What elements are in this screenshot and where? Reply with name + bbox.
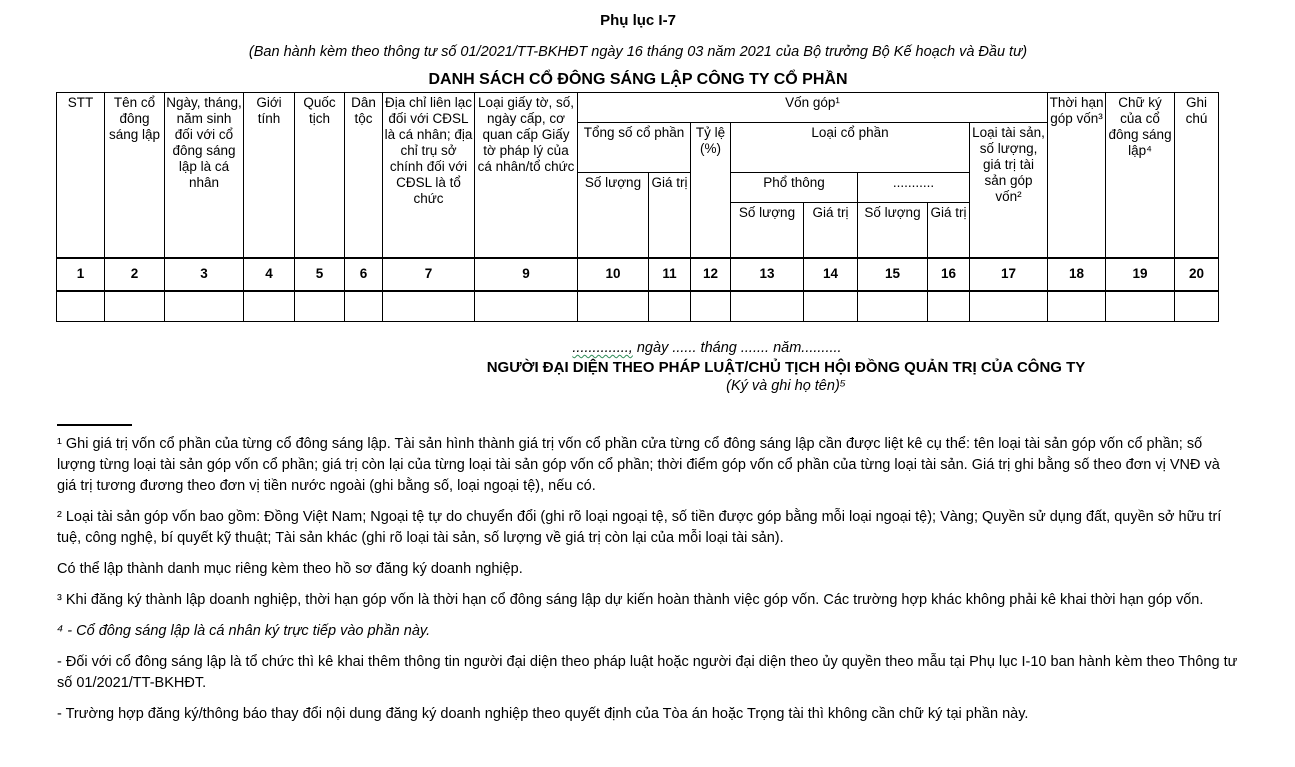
col-number: 12 [691, 258, 731, 291]
date-dots: ngày ...... tháng ....... năm.......... [632, 340, 842, 356]
empty-cell [1106, 291, 1175, 322]
column-number-row [57, 258, 1219, 291]
footnote-3: ³ Khi đăng ký thành lập doanh nghiệp, thời hạn góp vốn là thời hạn cổ đông sáng lập dự kiến hoàn thành việc góp vốn. Các trường hợp khác không phải kê khai thời hạn góp vốn. [57, 592, 1204, 608]
issuance-note: (Ban hành kèm theo thông tư số 01/2021/TT-BKHĐT ngày 16 tháng 03 năm 2021 của Bộ trưởng Bộ Kế hoạch và Đầu tư) [248, 44, 1028, 60]
col-header-total-shares: Tổng số cổ phần [578, 123, 691, 173]
empty-cell [649, 291, 691, 322]
col-header-asset-contribution: Loại tài sản, số lượng, giá trị tài sản góp vốn² [970, 123, 1048, 258]
col-header-deadline: Thời hạn góp vốn³ [1048, 93, 1106, 258]
footnote-2-addendum: Có thể lập thành danh mục riêng kèm theo hồ sơ đăng ký doanh nghiệp. [57, 561, 523, 577]
empty-cell [57, 291, 105, 322]
col-header-ratio: Tỷ lệ (%) [691, 123, 731, 258]
col-number: 6 [345, 258, 383, 291]
footnote-separator [57, 424, 132, 426]
empty-cell [295, 291, 345, 322]
empty-cell [105, 291, 165, 322]
signature-date-line [427, 340, 987, 356]
col-number: 3 [165, 258, 244, 291]
col-number: 19 [1106, 258, 1175, 291]
footnote-4-org-note: - Đối với cổ đông sáng lập là tổ chức thì kê khai thêm thông tin người đại diện theo pháp luật hoặc người đại diện theo ủy quyền theo mẫu tại Phụ lục I-10 ban hành kèm theo Thông tư số 01/2021/TT-BKHĐT. [57, 654, 1238, 691]
representative-title: NGƯỜI ĐẠI DIỆN THEO PHÁP LUẬT/CHỦ TỊCH HỘI ĐỒNG QUẢN TRỊ CỦA CÔNG TY [486, 359, 1086, 376]
col-number: 11 [649, 258, 691, 291]
col-header-founder-name: Tên cổ đông sáng lập [105, 93, 165, 258]
col-number: 13 [731, 258, 804, 291]
col-number: 10 [578, 258, 649, 291]
col-header-other-shares: ........... [858, 173, 970, 203]
col-header-other-value: Giá trị [928, 203, 970, 258]
empty-cell [345, 291, 383, 322]
empty-cell [970, 291, 1048, 322]
place-dots: .............., [572, 340, 633, 356]
footnote-4: ⁴ - Cổ đông sáng lập là cá nhân ký trực tiếp vào phần này. [57, 623, 431, 639]
appendix-title: Phụ lục I-7 [600, 12, 676, 29]
col-number: 7 [383, 258, 475, 291]
sign-instruction: (Ký và ghi họ tên)⁵ [726, 378, 846, 394]
col-number: 20 [1175, 258, 1219, 291]
col-number: 16 [928, 258, 970, 291]
footnote-1: ¹ Ghi giá trị vốn cổ phần của từng cổ đông sáng lập. Tài sản hình thành giá trị vốn cổ phần cửa từng cổ đông sáng lập cần được liệt kê cụ thể: tên loại tài sản góp vốn cổ phần; số lượng từng loại tài sản góp vốn cổ phần; giá trị còn lại của từng loại tài sản góp vốn cổ phần; thời điểm góp vốn cổ phần của từng loại tài sản. Giá trị ghi bằng số theo đơn vị VNĐ và giá trị tương đương theo đơn vị tiền nước ngoài (ghi bằng số, loại ngoại tệ), nếu có. [57, 436, 1220, 494]
empty-cell [804, 291, 858, 322]
empty-cell [244, 291, 295, 322]
col-number: 4 [244, 258, 295, 291]
col-number: 14 [804, 258, 858, 291]
empty-cell [578, 291, 649, 322]
col-header-nationality: Quốc tịch [295, 93, 345, 258]
empty-cell [1048, 291, 1106, 322]
empty-cell [475, 291, 578, 322]
empty-cell [383, 291, 475, 322]
col-header-common-quantity: Số lượng [731, 203, 804, 258]
col-header-gender: Giới tính [244, 93, 295, 258]
empty-cell [731, 291, 804, 322]
col-number: 2 [105, 258, 165, 291]
col-header-legal-papers: Loại giấy tờ, số, ngày cấp, cơ quan cấp Giấy tờ pháp lý của cá nhân/tổ chức [475, 93, 578, 258]
col-header-total-quantity: Số lượng [578, 173, 649, 258]
col-header-common-value: Giá trị [804, 203, 858, 258]
col-header-ethnicity: Dân tộc [345, 93, 383, 258]
empty-cell [691, 291, 731, 322]
col-header-other-quantity: Số lượng [858, 203, 928, 258]
col-header-stt: STT [57, 93, 105, 258]
empty-cell [928, 291, 970, 322]
col-header-common-shares: Phổ thông [731, 173, 858, 203]
col-header-capital: Vốn góp¹ [578, 93, 1048, 123]
col-header-birth-date: Ngày, tháng, năm sinh đối với cổ đông sáng lập là cá nhân [165, 93, 244, 258]
empty-cell [1175, 291, 1219, 322]
empty-cell [165, 291, 244, 322]
col-header-share-types: Loại cổ phần [731, 123, 970, 173]
footnotes-section [57, 434, 1241, 735]
footnote-2: ² Loại tài sản góp vốn bao gồm: Đồng Việt Nam; Ngoại tệ tự do chuyển đổi (ghi rõ loại ngoại tệ, số tiền được góp bằng mỗi loại ngoại tệ); Vàng; Quyền sử dụng đất, quyền sở hữu trí tuệ, công nghệ, bí quyết kỹ thuật; Tài sản khác (ghi rõ loại tài sản, số lượng về giá trị còn lại của mỗi loại tài sản). [57, 509, 1222, 546]
founders-table [56, 92, 1219, 322]
form-title: DANH SÁCH CỔ ĐÔNG SÁNG LẬP CÔNG TY CỔ PHẦN [428, 71, 848, 88]
col-number: 15 [858, 258, 928, 291]
col-number: 1 [57, 258, 105, 291]
col-header-signature: Chữ ký của cổ đông sáng lập⁴ [1106, 93, 1175, 258]
col-number: 17 [970, 258, 1048, 291]
empty-cell [858, 291, 928, 322]
col-number: 18 [1048, 258, 1106, 291]
footnote-4-court-note: - Trường hợp đăng ký/thông báo thay đổi nội dung đăng ký doanh nghiệp theo quyết định của Tòa án hoặc Trọng tài thì không cần chữ ký tại phần này. [57, 706, 1029, 722]
col-header-notes: Ghi chú [1175, 93, 1219, 258]
col-header-total-value: Giá trị [649, 173, 691, 258]
col-number: 9 [475, 258, 578, 291]
empty-data-row [57, 291, 1219, 322]
col-number: 5 [295, 258, 345, 291]
col-header-contact-address: Địa chỉ liên lạc đối với CĐSL là cá nhân; địa chỉ trụ sở chính đối với CĐSL là tổ chức [383, 93, 475, 258]
